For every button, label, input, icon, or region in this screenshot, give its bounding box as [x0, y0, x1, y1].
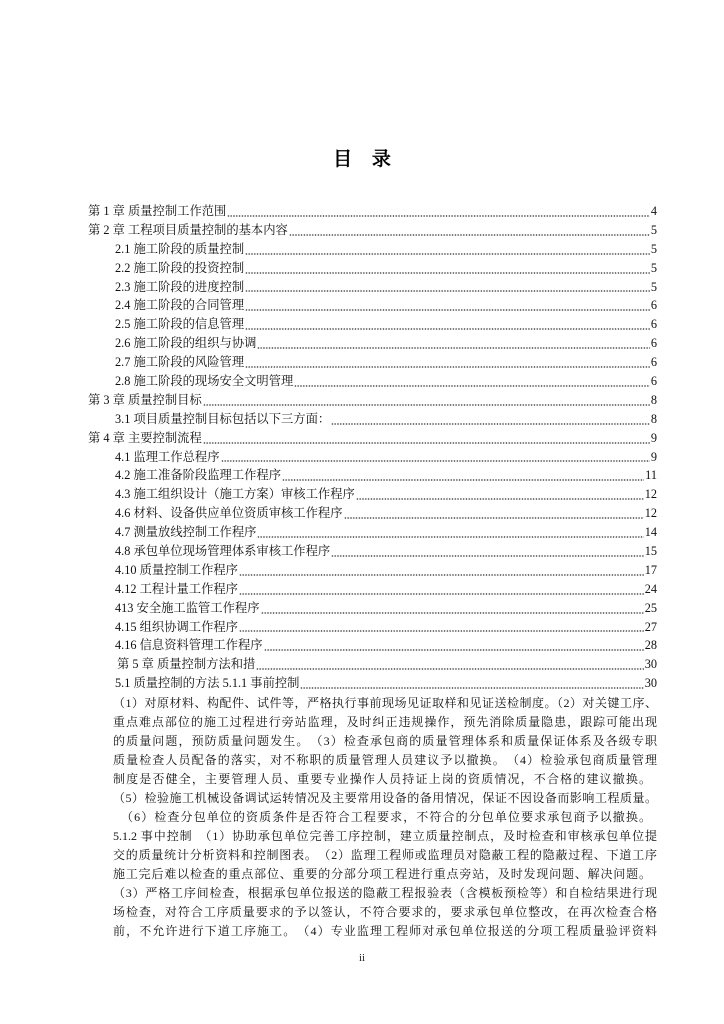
dot-leader — [245, 278, 650, 297]
toc-entry-4-7 — [88, 523, 657, 542]
toc-page-number: 12 — [644, 506, 657, 521]
dot-leader — [257, 334, 649, 353]
toc-entry-label: 2.8 施工阶段的现场安全文明管理 — [115, 374, 294, 389]
toc-entry-label: 4.15 组织协调工作程序 — [115, 619, 238, 634]
toc-entry-2-4 — [88, 296, 657, 315]
toc-entry-label: 4.6 材料、设备供应单位资质审核工作程序 — [115, 506, 343, 521]
dot-leader — [300, 674, 643, 693]
toc-entry-label: 4.1 监理工作总程序 — [115, 449, 220, 464]
toc-page-number: 24 — [644, 581, 657, 596]
toc-entry-chapter-4 — [88, 429, 657, 448]
toc-page-number: 30 — [644, 676, 657, 691]
toc-entry-label: 2.4 施工阶段的合同管理 — [115, 298, 245, 313]
toc-page-number: 9 — [650, 449, 657, 464]
dot-leader — [331, 542, 644, 561]
toc-page-number: 14 — [644, 525, 657, 540]
toc-page-number: 8 — [650, 392, 657, 407]
dot-leader — [245, 240, 650, 259]
toc-entry-chapter-1 — [88, 202, 657, 221]
dot-leader — [245, 315, 650, 334]
dot-leader — [239, 580, 644, 599]
toc-entry-label: 4.10 质量控制工作程序 — [115, 562, 238, 577]
dot-leader — [203, 391, 650, 410]
body-text-line: 质量检查人员配备的落实，对不称职的质量管理人员建议予以撤换。 （4）检验承包商质量管理 — [113, 753, 657, 767]
dot-leader — [245, 259, 650, 278]
dot-leader — [257, 523, 643, 542]
toc-page-number: 27 — [644, 619, 657, 634]
toc-entry-4-3 — [88, 485, 657, 504]
page-number-footer: ii — [358, 952, 366, 964]
toc-entry-label: 2.3 施工阶段的进度控制 — [115, 279, 245, 294]
toc-entry-2-8 — [88, 372, 657, 391]
toc-entry-chapter-5 — [88, 655, 657, 674]
toc-entry-label: 第 3 章 质量控制目标 — [88, 392, 202, 407]
dot-leader — [239, 561, 644, 580]
toc-page-number: 5 — [650, 279, 657, 294]
dot-leader — [245, 353, 650, 372]
toc-title: 目 录 — [333, 149, 391, 170]
toc-entry-label: 2.5 施工阶段的信息管理 — [115, 317, 245, 332]
toc-entry-4-1 — [88, 448, 657, 467]
toc-entry-label: 413 安全施工监管工作程序 — [115, 600, 260, 615]
toc-entry-label: 3.1 项目质量控制目标包括以下三方面： — [115, 411, 331, 426]
toc-page-number: 30 — [644, 657, 657, 672]
toc-entry-label: 第 5 章 质量控制方法和措 — [117, 657, 256, 672]
dot-leader — [203, 429, 650, 448]
toc-entry-label: 第 1 章 质量控制工作范围 — [88, 204, 227, 218]
dot-leader — [289, 221, 650, 240]
dot-leader — [239, 618, 644, 637]
toc-entry-label: 第 2 章 工程项目质量控制的基本内容 — [88, 222, 288, 237]
dot-leader — [245, 296, 650, 315]
dot-leader — [261, 599, 644, 618]
toc-page-number: 9 — [650, 430, 657, 445]
toc-entry-2-2 — [88, 259, 657, 278]
toc-page-number: 8 — [650, 411, 657, 426]
body-text-line: 场检查，对符合工序质量要求的予以签认，不符合要求的，要求承包单位整改，在再次检查合格 — [113, 905, 657, 919]
body-text-line: 5.1.2 事中控制 （1）协助承包单位完善工序控制，建立质量控制点，及时检查和审核承包单位提 — [113, 829, 657, 843]
toc-page-number: 5 — [650, 260, 657, 275]
toc-page-number: 4 — [650, 204, 657, 218]
body-text-line: 施工完后难以检查的重点部位、重要的分部分项工程进行重点旁站，及时发现问题、解决问题。 — [113, 867, 651, 881]
toc-entry-label: 5.1 质量控制的方法 5.1.1 事前控制 — [115, 676, 300, 691]
toc-entry-3-1 — [88, 410, 657, 429]
dot-leader — [356, 485, 644, 504]
toc-entry-4-8 — [88, 542, 657, 561]
toc-entry-label: 4.8 承包单位现场管理体系审核工作程序 — [115, 544, 331, 559]
toc-entry-4-15 — [88, 618, 657, 637]
toc-entry-5-1 — [88, 674, 657, 693]
toc-entry-2-1 — [88, 240, 657, 259]
toc-entry-label: 4.16 信息资料管理工作程序 — [115, 638, 263, 653]
toc-entry-2-7 — [88, 353, 657, 372]
toc-entry-2-6 — [88, 334, 657, 353]
toc-entry-4-16 — [88, 636, 657, 655]
dot-leader — [344, 504, 644, 523]
toc-entry-chapter-3 — [88, 391, 657, 410]
toc-entry-chapter-2 — [88, 221, 657, 240]
body-text-line: 重点难点部位的施工过程进行旁站监理，及时纠正违规操作，预先消除质量隐患，跟踪可能出现 — [113, 715, 657, 729]
toc-entry-4-6 — [88, 504, 657, 523]
dot-leader — [221, 448, 650, 467]
toc-page-number: 12 — [644, 487, 657, 502]
toc-page-number: 28 — [644, 638, 657, 653]
dot-leader — [264, 636, 644, 655]
body-text-line: 交的质量统计分析资料和控制图表。 （2）监理工程师或监理员对隐蔽工程的隐蔽过程、下道工序 — [113, 848, 657, 862]
toc-page-number: 6 — [650, 336, 657, 351]
body-text-line: （5）检验施工机械设备调试运转情况及主要常用设备的备用情况，保证不因设备而影响工程质量。 — [113, 791, 657, 805]
body-paragraphs — [113, 694, 657, 941]
dot-leader — [282, 466, 644, 485]
toc-entry-label: 4.3 施工组织设计（施工方案）审核工作程序 — [115, 487, 355, 502]
toc-entry-label: 4.2 施工准备阶段监理工作程序 — [115, 468, 282, 483]
toc-page-number: 6 — [650, 355, 657, 370]
toc-page-number: 6 — [650, 317, 657, 332]
toc-entry-4-10 — [88, 561, 657, 580]
dot-leader — [294, 372, 650, 391]
toc-entry-4-2 — [88, 466, 657, 485]
toc-page-number: 11 — [645, 468, 657, 483]
toc-page-number: 5 — [650, 222, 657, 237]
body-text-line: （1）对原材料、构配件、试件等，严格执行事前现场见证取样和见证送检制度。（2）对关键工序、 — [113, 696, 657, 710]
toc-entry-label: 2.6 施工阶段的组织与协调 — [115, 336, 257, 351]
table-of-contents — [88, 202, 657, 693]
toc-page-number: 5 — [650, 241, 657, 256]
toc-entry-label: 2.7 施工阶段的风险管理 — [115, 355, 245, 370]
body-text-line: 的质量问题，预防质量问题发生。 （3）检查承包商的质量管理体系和质量保证体系及各级专职 — [113, 734, 657, 748]
dot-leader — [331, 410, 650, 429]
toc-entry-2-3 — [88, 278, 657, 297]
body-text-line: 前，不允许进行下道工序施工。 （4）专业监理工程师对承包单位报送的分项工程质量验评资料 — [113, 924, 657, 938]
dot-leader — [256, 655, 643, 674]
toc-page-number: 6 — [650, 298, 657, 313]
toc-page-number: 17 — [644, 562, 657, 577]
toc-entry-label: 4.12 工程计量工作程序 — [115, 581, 238, 596]
toc-page-number: 6 — [650, 374, 657, 389]
toc-page-number: 25 — [644, 600, 657, 615]
toc-entry-label: 2.1 施工阶段的质量控制 — [115, 241, 245, 256]
toc-entry-2-5 — [88, 315, 657, 334]
toc-entry-label: 2.2 施工阶段的投资控制 — [115, 260, 245, 275]
body-text-line: （6）检查分包单位的资质条件是否符合工程要求，不符合的分包单位要求承包商予以撤换。 — [121, 810, 651, 824]
body-text-line: 制度是否健全，主要管理人员、重要专业操作人员持证上岗的资质情况，不合格的建议撤换。 — [113, 772, 651, 786]
toc-entry-4-12 — [88, 580, 657, 599]
dot-leader — [227, 202, 650, 221]
toc-entry-label: 4.7 测量放线控制工作程序 — [115, 525, 257, 540]
toc-entry-4-13 — [88, 599, 657, 618]
body-text-line: （3）严格工序间检查，根据承包单位报送的隐蔽工程报验表（含模板预检等）和自检结果进行现 — [113, 886, 657, 900]
toc-entry-label: 第 4 章 主要控制流程 — [88, 430, 202, 445]
toc-page-number: 15 — [644, 544, 657, 559]
